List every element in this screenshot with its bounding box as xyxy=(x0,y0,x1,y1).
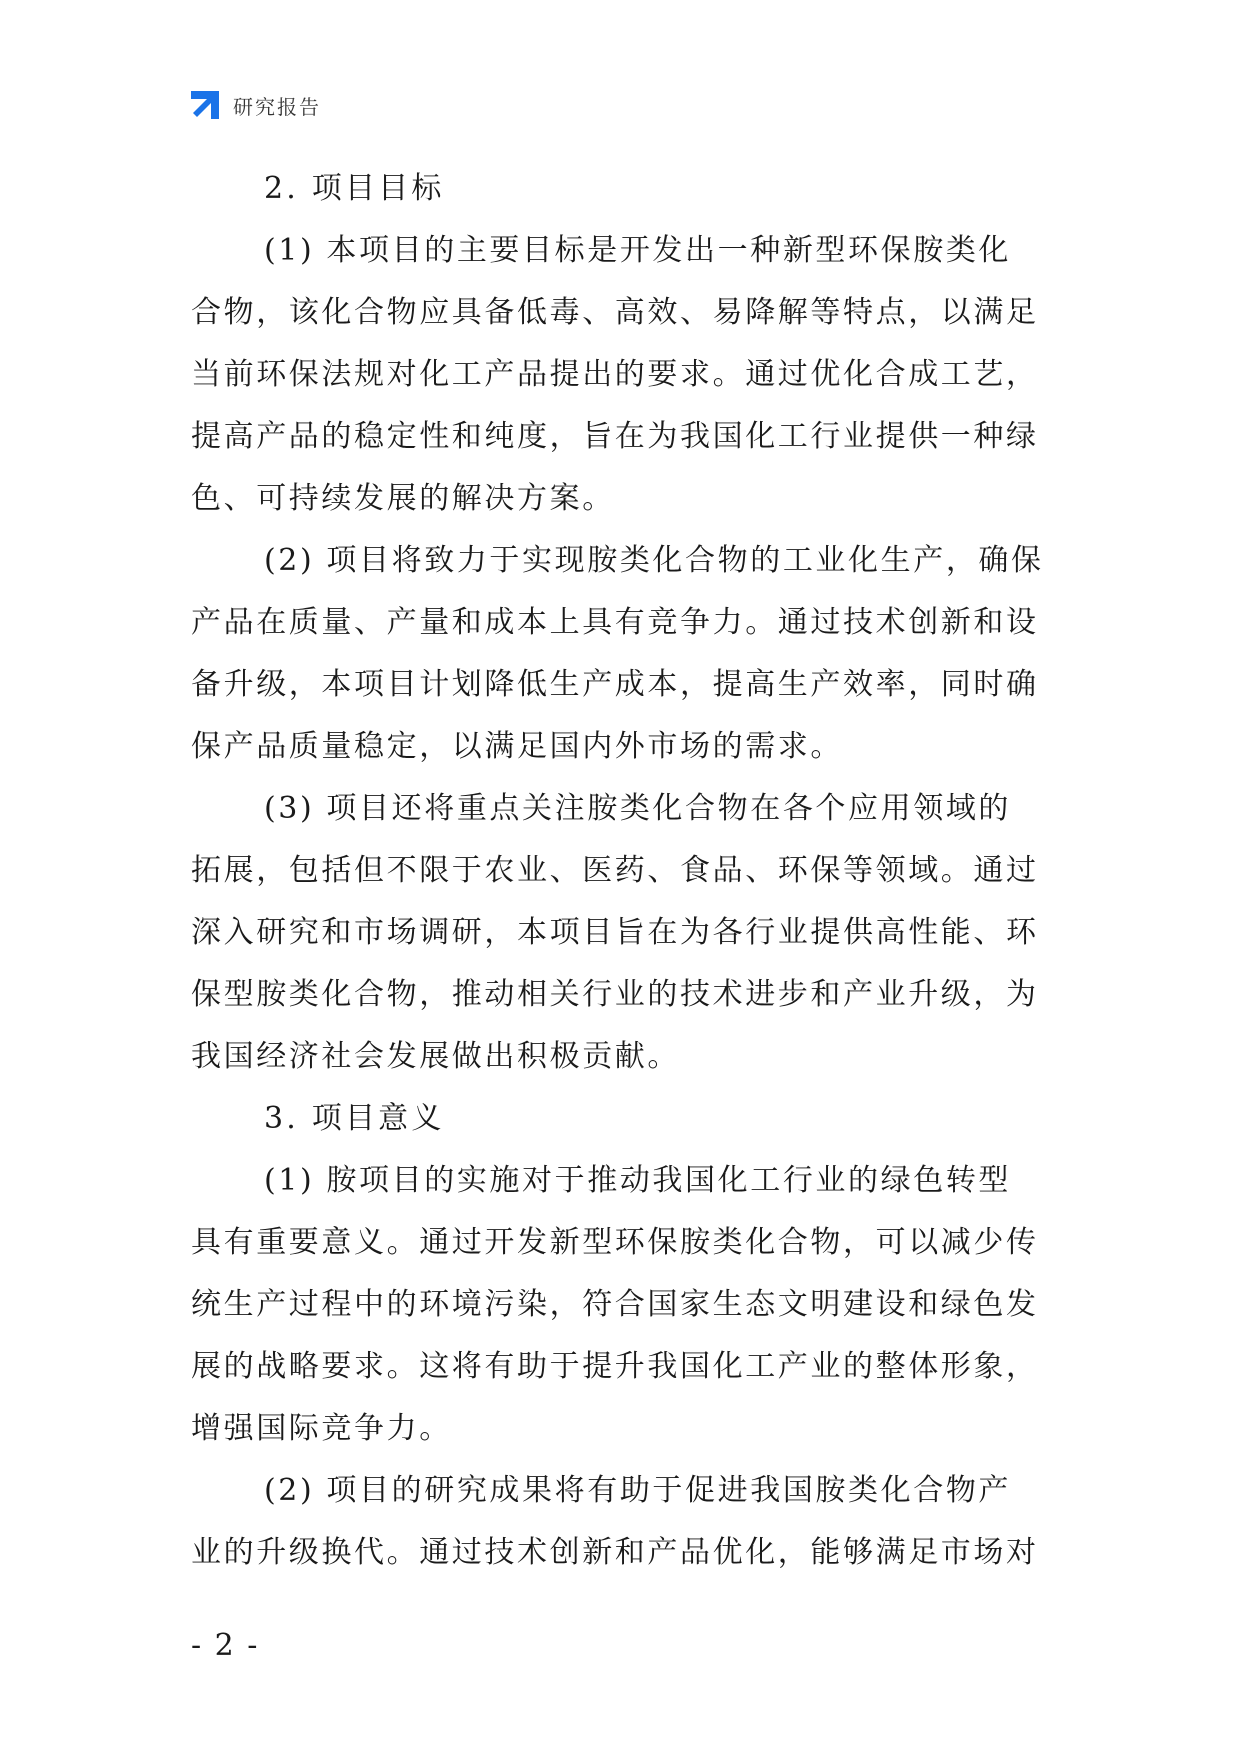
paragraph-line: 具有重要意义。通过开发新型环保胺类化合物，可以减少传 xyxy=(191,1225,1039,1260)
paragraph-line: 保产品质量稳定，以满足国内外市场的需求。 xyxy=(191,729,843,764)
paragraph-line: 合物，该化合物应具备低毒、高效、易降解等特点，以满足 xyxy=(191,295,1039,330)
arrow-up-right-icon xyxy=(189,89,221,121)
paragraph-line: (2) 项目的研究成果将有助于促进我国胺类化合物产 xyxy=(264,1473,1012,1508)
paragraph-line: 备升级，本项目计划降低生产成本，提高生产效率，同时确 xyxy=(191,667,1039,702)
paragraph-line: 展的战略要求。这将有助于提升我国化工产业的整体形象， xyxy=(191,1349,1039,1384)
paragraph-line: 我国经济社会发展做出积极贡献。 xyxy=(191,1039,680,1074)
paragraph-line: 提高产品的稳定性和纯度，旨在为我国化工行业提供一种绿 xyxy=(191,419,1039,454)
header-title: 研究报告 xyxy=(233,94,321,119)
report-header xyxy=(189,88,321,122)
paragraph-line: (1) 本项目的主要目标是开发出一种新型环保胺类化 xyxy=(264,233,1012,268)
section-heading: 2. 项目目标 xyxy=(264,171,445,206)
paragraph-line: 产品在质量、产量和成本上具有竞争力。通过技术创新和设 xyxy=(191,605,1039,640)
paragraph-line: 增强国际竞争力。 xyxy=(191,1411,452,1446)
paragraph-line: 拓展，包括但不限于农业、医药、食品、环保等领域。通过 xyxy=(191,853,1039,888)
paragraph-line: (2) 项目将致力于实现胺类化合物的工业化生产，确保 xyxy=(264,543,1044,578)
section-heading: 3. 项目意义 xyxy=(264,1101,445,1136)
paragraph-line: 统生产过程中的环境污染，符合国家生态文明建设和绿色发 xyxy=(191,1287,1039,1322)
paragraph-line: 业的升级换代。通过技术创新和产品优化，能够满足市场对 xyxy=(191,1535,1039,1570)
document-body xyxy=(191,158,1071,1584)
paragraph-line: 保型胺类化合物，推动相关行业的技术进步和产业升级，为 xyxy=(191,977,1039,1012)
paragraph-line: (3) 项目还将重点关注胺类化合物在各个应用领域的 xyxy=(264,791,1012,826)
paragraph-line: 深入研究和市场调研，本项目旨在为各行业提供高性能、环 xyxy=(191,915,1039,950)
page-number: - 2 - xyxy=(191,1628,260,1663)
paragraph-line: (1) 胺项目的实施对于推动我国化工行业的绿色转型 xyxy=(264,1163,1012,1198)
paragraph-line: 当前环保法规对化工产品提出的要求。通过优化合成工艺， xyxy=(191,357,1039,392)
paragraph-line: 色、可持续发展的解决方案。 xyxy=(191,481,615,516)
